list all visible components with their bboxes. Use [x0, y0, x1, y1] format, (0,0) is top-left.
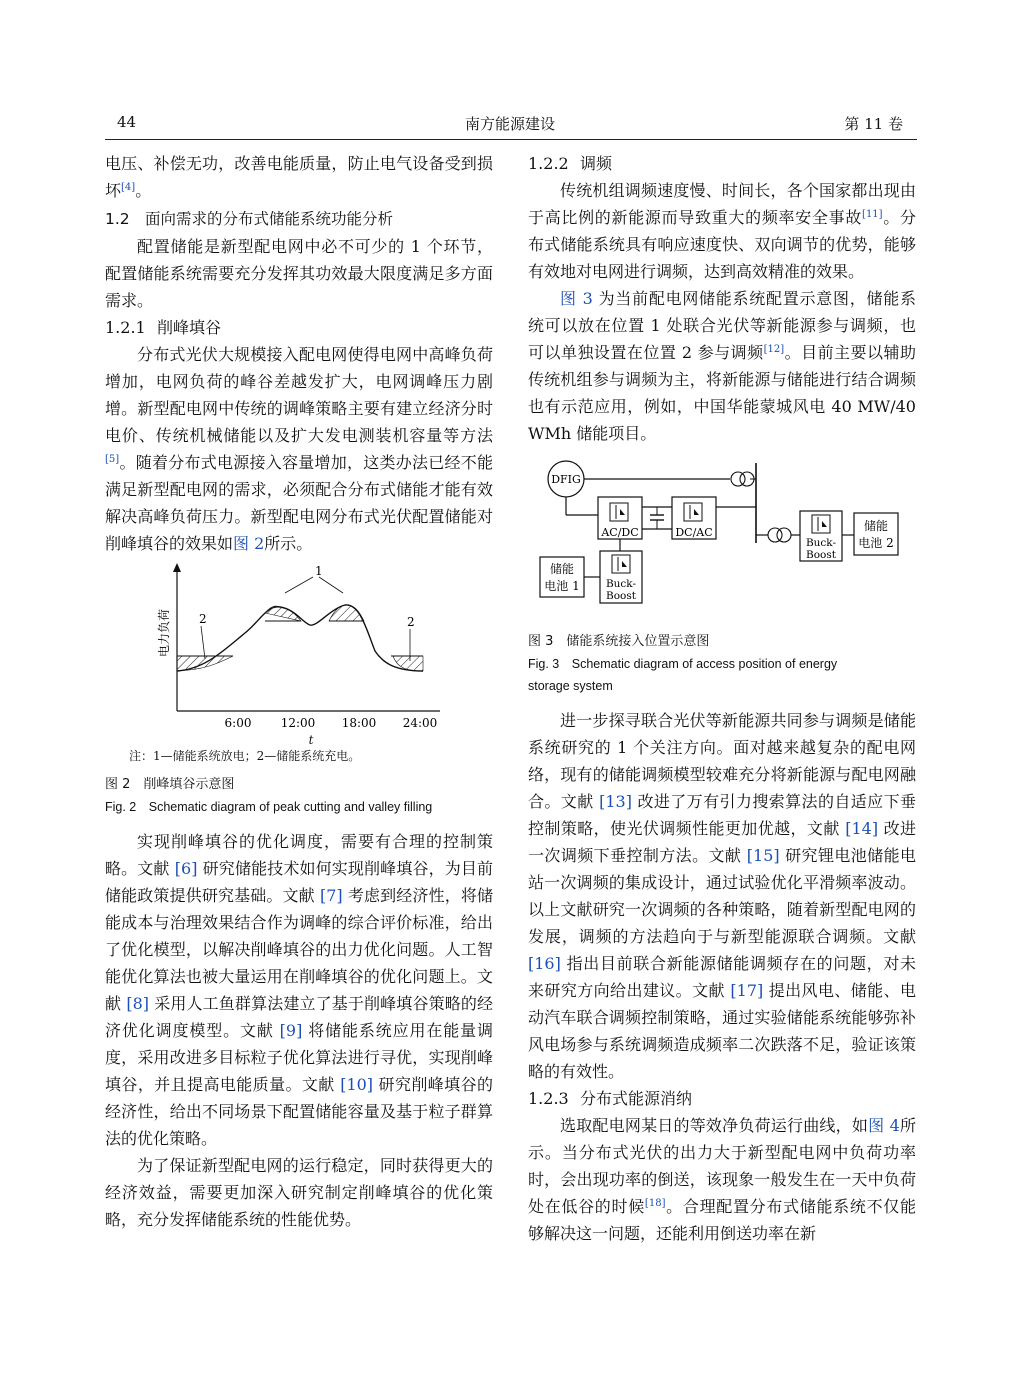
figure-caption-en: storage system	[528, 679, 613, 693]
switch-icon	[812, 515, 830, 533]
x-tick-label: 6:00	[224, 716, 252, 728]
paragraph: 选取配电网某日的等效净负荷运行曲线，如图 4所示。当分布式光伏的出力大于新型配电网中负荷功率时，会出现功率的倒送，该现象一般发生在一天中负荷处在低谷的时候[18]。合理配置分布式储能系统不仅能够解决这一问题，还能利用倒送功率在新	[528, 1116, 916, 1243]
figure-caption-en: Fig. 2 Schematic diagram of peak cutting and valley filling	[105, 800, 433, 814]
figure-link[interactable]: 图 3	[560, 289, 593, 308]
buck-label: Buck-	[805, 537, 837, 549]
figure-caption-en: Fig. 3 Schematic diagram of access position of energy	[528, 657, 838, 671]
leader-2-left	[201, 626, 205, 659]
figure-caption-cn: 图 2 削峰填谷示意图	[105, 777, 235, 792]
valley-area-2	[393, 656, 423, 671]
citation[interactable]: [15]	[746, 846, 780, 865]
citation[interactable]: [16]	[528, 954, 561, 973]
citation[interactable]: [9]	[279, 1021, 303, 1040]
paragraph: 分布式光伏大规模接入配电网使得电网中高峰负荷增加，电网负荷的峰谷差越发扩大，电网调峰压力剧增。新型配电网中传统的调峰策略主要有建立经济分时电价、传统机械储能以及扩大发电测装机容量等方法[5]。随着分布式电源接入容量增加，这类办法已经不能满足新型配电网的需求，必须配合分布式储能才能有效解决高峰负荷压力。新型配电网分布式光伏配置储能对削峰填谷的效果如图 2所示。	[105, 345, 493, 553]
diode-icon	[620, 509, 625, 515]
section-heading-1-2: 1.2 面向需求的分布式储能系统功能分析	[105, 210, 394, 228]
figure-caption-cn: 图 3 储能系统接入位置示意图	[528, 634, 710, 649]
switch-icon	[610, 503, 628, 521]
paragraph: 图 3 为当前配电网储能系统配置示意图，储能系统可以放在位置 1 处联合光伏等新能源参与调频，也可以单独设置在位置 2 参与调频[12]。目前主要以辅助传统机组参与调频为主，将新能源与储能进行结合调频也有示范应用，例如，中国华能蒙城风电 40 MW/40 WMh 储能项目。	[528, 289, 916, 443]
citation[interactable]: [18]	[644, 1198, 666, 1209]
citation[interactable]: [14]	[845, 819, 879, 838]
transformer-icon	[777, 528, 791, 542]
label-2-left: 2	[199, 612, 207, 626]
access-position-diagram	[528, 455, 916, 615]
citation[interactable]: [13]	[599, 792, 632, 811]
left-column	[105, 150, 493, 1233]
section-heading-1-2-3: 1.2.3 分布式能源消纳	[528, 1089, 693, 1108]
battery-2-label: 电池 2	[858, 536, 894, 550]
boost-label: Boost	[606, 590, 636, 602]
dfig-label: DFIG	[551, 473, 581, 486]
diode-icon	[622, 561, 627, 567]
x-tick-label: 12:00	[280, 716, 316, 728]
section-heading-1-2-1: 1.2.1 削峰填谷	[105, 318, 222, 337]
leader-1b	[319, 577, 343, 593]
citation[interactable]: [4]	[121, 182, 136, 193]
acdc-label: AC/DC	[601, 526, 639, 539]
y-axis-arrow	[173, 563, 181, 572]
citation[interactable]: [10]	[340, 1075, 374, 1094]
citation[interactable]: [8]	[126, 994, 150, 1013]
figure-2	[105, 563, 493, 818]
y-axis-label: 电力负荷	[157, 608, 171, 658]
citation[interactable]: [17]	[730, 981, 764, 1000]
boost-label: Boost	[806, 549, 836, 561]
journal-title: 南方能源建设	[464, 115, 555, 133]
leader-1a	[285, 577, 313, 593]
citation[interactable]: [6]	[174, 859, 198, 878]
citation[interactable]: [12]	[763, 344, 785, 355]
page-number: 44	[117, 113, 137, 131]
paragraph: 进一步探寻联合光伏等新能源共同参与调频是储能系统研究的 1 个关注方向。面对越来越复杂的配电网络，现有的储能调频模型较难充分将新能源与配电网融合。文献 [13] 改进了万有引力搜索算法的自适应下垂控制策略，使光伏调频性能更加优越，文献 [14] 改进一次调频下垂控制方法。文献 [15] 研究锂电池储能电站一次调频的集成设计，通过试验优化平滑频率波动。以上文献研究一次调频的各种策略，随着新型配电网的发展，调频的方法趋向于与新型能源联合调频。文献 [16] 指出目前联合新能源储能调频存在的问题，对未来研究方向给出建议。文献 [17] 提出风电、储能、电动汽车联合调频控制策略，通过实验储能系统能够弥补风电场参与系统调频造成频率二次跌落不足，验证该策略的有效性。	[528, 711, 916, 1081]
figure-note: 注：1—储能系统放电；2—储能系统充电。	[129, 749, 361, 763]
x-tick-label: 18:00	[341, 716, 377, 728]
dcac-label: DC/AC	[675, 526, 713, 539]
diode-icon	[822, 521, 827, 527]
paragraph: 配置储能是新型配电网中必不可少的 1 个环节，配置储能系统需要充分发挥其功效最大限度满足多方面需求。	[105, 237, 493, 310]
header-rule	[105, 139, 917, 140]
transformer-icon	[731, 472, 745, 486]
buck-label: Buck-	[605, 578, 637, 590]
x-tick-label: 24:00	[402, 716, 438, 728]
battery-1-label: 储能	[549, 562, 575, 576]
paragraph: 为了保证新型配电网的运行稳定，同时获得更大的经济效益，需要更加深入研究制定削峰填谷的优化策略，充分发挥储能系统的性能优势。	[105, 1156, 493, 1229]
peak-valley-diagram	[105, 563, 493, 728]
citation[interactable]: [7]	[320, 886, 343, 905]
transformer-icon	[768, 528, 782, 542]
paragraph: 传统机组调频速度慢、时间长，各个国家都出现由于高比例的新能源而导致重大的频率安全事故[11]。分布式储能系统具有响应速度快、双向调节的优势，能够有效地对电网进行调频，达到高效精准的效果。	[528, 181, 916, 281]
figure-link[interactable]: 图 4	[868, 1116, 900, 1135]
paragraph-continued: 电压、补偿无功，改善电能质量，防止电气设备受到损坏[4]。	[105, 154, 493, 200]
switch-icon	[684, 503, 702, 521]
figure-link[interactable]: 图 2	[233, 534, 265, 553]
citation[interactable]: [5]	[105, 454, 120, 465]
label-1: 1	[315, 564, 323, 578]
x-axis-label: t	[308, 733, 314, 747]
peak-area-2	[329, 605, 364, 621]
running-header	[105, 113, 915, 137]
battery-2-label: 储能	[863, 519, 889, 533]
paragraph: 实现削峰填谷的优化调度，需要有合理的控制策略。文献 [6] 研究储能技术如何实现削峰填谷，为目前储能政策提供研究基础。文献 [7] 考虑到经济性，将储能成本与治理效果结合作为调峰的综合评价标准，给出了优化模型，以解决削峰填谷的出力优化问题。人工智能优化算法也被大量运用在削峰填谷的优化问题上。文献 [8] 采用人工鱼群算法建立了基于削峰填谷策略的经济优化调度模型。文献 [9] 将储能系统应用在能量调度，采用改进多目标粒子优化算法进行寻优，实现削峰填谷，并且提高电能质量。文献 [10] 研究削峰填谷的经济性，给出不同场景下配置储能容量及基于粒子群算法的优化策略。	[105, 832, 494, 1148]
citation[interactable]: [11]	[862, 209, 883, 220]
figure-3	[528, 455, 916, 697]
right-column	[528, 150, 916, 1247]
section-heading-1-2-2: 1.2.2 调频	[528, 154, 613, 173]
volume-label: 第 11 卷	[844, 115, 903, 133]
battery-1-label: 电池 1	[544, 579, 580, 593]
switch-icon	[612, 555, 630, 573]
diode-icon	[694, 509, 699, 515]
label-2-right: 2	[407, 615, 415, 629]
